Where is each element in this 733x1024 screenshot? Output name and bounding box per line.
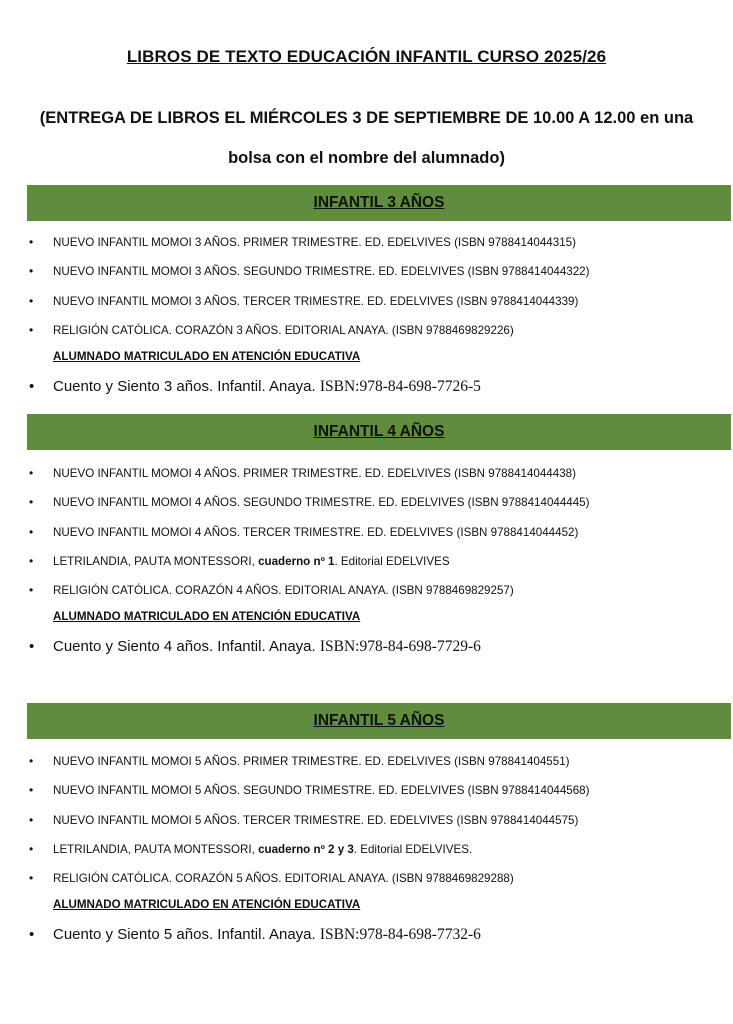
bullet-icon: •: [29, 754, 34, 768]
list-item: • Cuento y Siento 3 años. Infantil. Anaya. ISBN:978-84-698-7726-5: [27, 370, 727, 403]
bullet-icon: •: [29, 926, 35, 944]
list-item: • Cuento y Siento 4 años. Infantil. Anaya. ISBN:978-84-698-7729-6: [27, 630, 727, 663]
atencion-educativa-note: ALUMNADO MATRICULADO EN ATENCIÓN EDUCATIVA: [53, 350, 361, 364]
bullet-icon: •: [29, 524, 34, 539]
list-item: • NUEVO INFANTIL MOMOI 5 AÑOS. TERCER TRIMESTRE. ED. EDELVIVES (ISBN 9788414044575): [27, 806, 727, 835]
list-item: • NUEVO INFANTIL MOMOI 5 AÑOS. SEGUNDO TRIMESTRE. ED. EDELVIVES (ISBN 9788414044568): [27, 776, 727, 805]
section-heading-5-anos: INFANTIL 5 AÑOS: [27, 703, 731, 739]
bullet-icon: •: [29, 322, 34, 337]
list-item: • LETRILANDIA, PAUTA MONTESSORI, cuaderno nº 1. Editorial EDELVIVES: [27, 547, 727, 576]
list-item: • NUEVO INFANTIL MOMOI 4 AÑOS. PRIMER TRIMESTRE. ED. EDELVIVES (ISBN 9788414044438): [27, 459, 727, 488]
bullet-icon: •: [29, 841, 34, 856]
book-list-4-anos: [27, 459, 727, 663]
list-item: • NUEVO INFANTIL MOMOI 5 AÑOS. PRIMER TRIMESTRE. ED. EDELVIVES (ISBN 978841404551): [27, 747, 727, 776]
page-title: LIBROS DE TEXTO EDUCACIÓN INFANTIL CURSO 2025/26: [126, 47, 607, 66]
section-heading-4-anos: INFANTIL 4 AÑOS: [27, 414, 731, 450]
book-list-5-anos: [27, 747, 727, 951]
bullet-icon: •: [29, 871, 34, 886]
list-item: • NUEVO INFANTIL MOMOI 4 AÑOS. SEGUNDO TRIMESTRE. ED. EDELVIVES (ISBN 9788414044445): [27, 488, 727, 517]
list-item: • RELIGIÓN CATÓLICA. CORAZÓN 3 AÑOS. EDITORIAL ANAYA. (ISBN 9788469829226): [27, 316, 727, 345]
list-item: • Cuento y Siento 5 años. Infantil. Anaya. ISBN:978-84-698-7732-6: [27, 918, 727, 951]
bullet-icon: •: [29, 553, 34, 568]
list-item: • NUEVO INFANTIL MOMOI 3 AÑOS. PRIMER TRIMESTRE. ED. EDELVIVES (ISBN 9788414044315): [27, 228, 727, 257]
section-heading-3-anos: INFANTIL 3 AÑOS: [27, 185, 731, 221]
bullet-icon: •: [29, 378, 35, 396]
bullet-icon: •: [29, 235, 34, 249]
bullet-icon: •: [29, 264, 34, 279]
bullet-icon: •: [29, 293, 34, 308]
bullet-icon: •: [29, 783, 34, 798]
list-item: • LETRILANDIA, PAUTA MONTESSORI, cuaderno nº 2 y 3. Editorial EDELVIVES.: [27, 835, 727, 864]
list-item: • NUEVO INFANTIL MOMOI 4 AÑOS. TERCER TRIMESTRE. ED. EDELVIVES (ISBN 9788414044452): [27, 518, 727, 547]
list-item: • RELIGIÓN CATÓLICA. CORAZÓN 4 AÑOS. EDITORIAL ANAYA. (ISBN 9788469829257): [27, 576, 727, 605]
list-item: • RELIGIÓN CATÓLICA. CORAZÓN 5 AÑOS. EDITORIAL ANAYA. (ISBN 9788469829288): [27, 864, 727, 893]
bullet-icon: •: [29, 638, 35, 656]
atencion-educativa-note: ALUMNADO MATRICULADO EN ATENCIÓN EDUCATIVA: [53, 898, 361, 912]
bullet-icon: •: [29, 583, 34, 598]
bullet-icon: •: [29, 812, 34, 827]
bullet-icon: •: [29, 495, 34, 510]
bullet-icon: •: [29, 466, 34, 480]
list-item: • NUEVO INFANTIL MOMOI 3 AÑOS. TERCER TRIMESTRE. ED. EDELVIVES (ISBN 9788414044339): [27, 287, 727, 316]
book-list-3-anos: [27, 228, 727, 403]
atencion-educativa-note: ALUMNADO MATRICULADO EN ATENCIÓN EDUCATIVA: [53, 610, 361, 624]
page-subtitle: (ENTREGA DE LIBROS EL MIÉRCOLES 3 DE SEPTIEMBRE DE 10.00 A 12.00 en una bolsa con el nombre del alumnado): [39, 109, 694, 167]
list-item: • NUEVO INFANTIL MOMOI 3 AÑOS. SEGUNDO TRIMESTRE. ED. EDELVIVES (ISBN 9788414044322): [27, 257, 727, 286]
